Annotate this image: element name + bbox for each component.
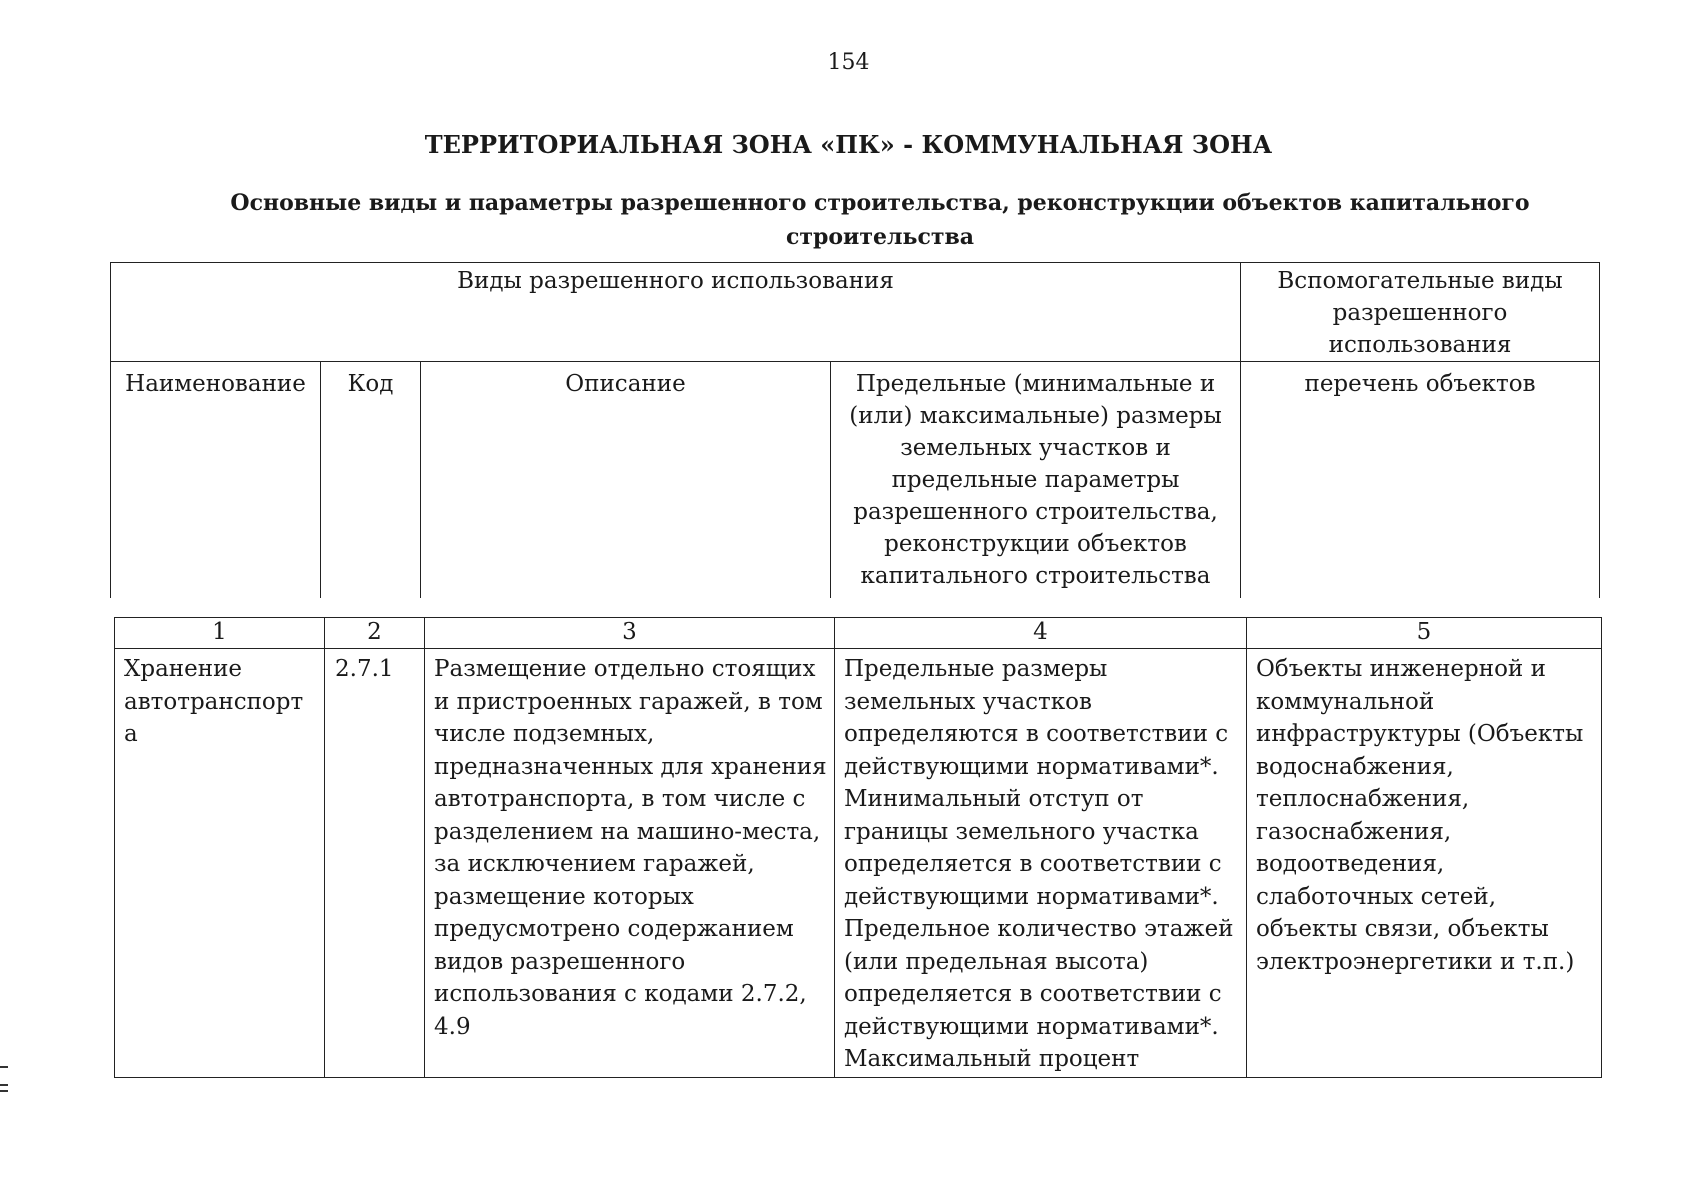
column-number: 5: [1247, 618, 1602, 649]
header-group-row: [111, 263, 1600, 362]
column-header-limits: Предельные (минимальные и (или) максимальные) размеры земельных участков и предельные параметры разрешенного строительства, реконструкции объектов капитального строительства: [831, 362, 1241, 599]
use-limits-cell: Предельные размеры земельных участков определяются в соответствии с действующими нормативами*. Минимальный отступ от границы земельного участка определяется в соответствии с действующими нормативами*. Предельное количество этажей (или предельная высота) определяется в соответствии с действующими нормативами*. Максимальный процент: [835, 649, 1247, 1078]
header-group-label: Виды разрешенного использования: [111, 263, 1241, 362]
binding-margin-mark: [0, 1090, 8, 1092]
binding-margin-mark: [0, 1084, 8, 1086]
main-table: [114, 617, 1602, 1078]
header-table: [110, 262, 1600, 598]
section-subtitle: Основные виды и параметры разрешенного строительства, реконструкции объектов капитального строительства: [230, 190, 1530, 250]
column-number: 1: [115, 618, 325, 649]
page-number: 154: [827, 50, 870, 75]
column-number: 2: [325, 618, 425, 649]
column-header-name: Наименование: [111, 362, 321, 599]
header-columns-row: [111, 362, 1600, 599]
column-number: 4: [835, 618, 1247, 649]
column-header-objects: перечень объектов: [1241, 362, 1600, 599]
binding-margin-mark: [0, 1066, 8, 1068]
header-aux-label: Вспомогательные виды разрешенного использования: [1241, 263, 1600, 362]
use-description-cell: Размещение отдельно стоящих и пристроенных гаражей, в том числе подземных, предназначенных для хранения автотранспорта, в том числе с разделением на машино-места, за исключением гаражей, размещение которых предусмотрено содержанием видов разрешенного использования с кодами 2.7.2, 4.9: [425, 649, 835, 1078]
column-number-row: [115, 618, 1602, 649]
zone-title: ТЕРРИТОРИАЛЬНАЯ ЗОНА «ПК» - КОММУНАЛЬНАЯ ЗОНА: [424, 130, 1273, 159]
column-header-code: Код: [321, 362, 421, 599]
table-row: [115, 649, 1602, 1078]
use-code-cell: 2.7.1: [325, 649, 425, 1078]
use-name-cell: Хранение автотранспорт а: [115, 649, 325, 1078]
column-header-description: Описание: [421, 362, 831, 599]
column-number: 3: [425, 618, 835, 649]
aux-objects-cell: Объекты инженерной и коммунальной инфраструктуры (Объекты водоснабжения, теплоснабжения, газоснабжения, водоотведения, слаботочных сетей, объекты связи, объекты электроэнергетики и т.п.): [1247, 649, 1602, 1078]
